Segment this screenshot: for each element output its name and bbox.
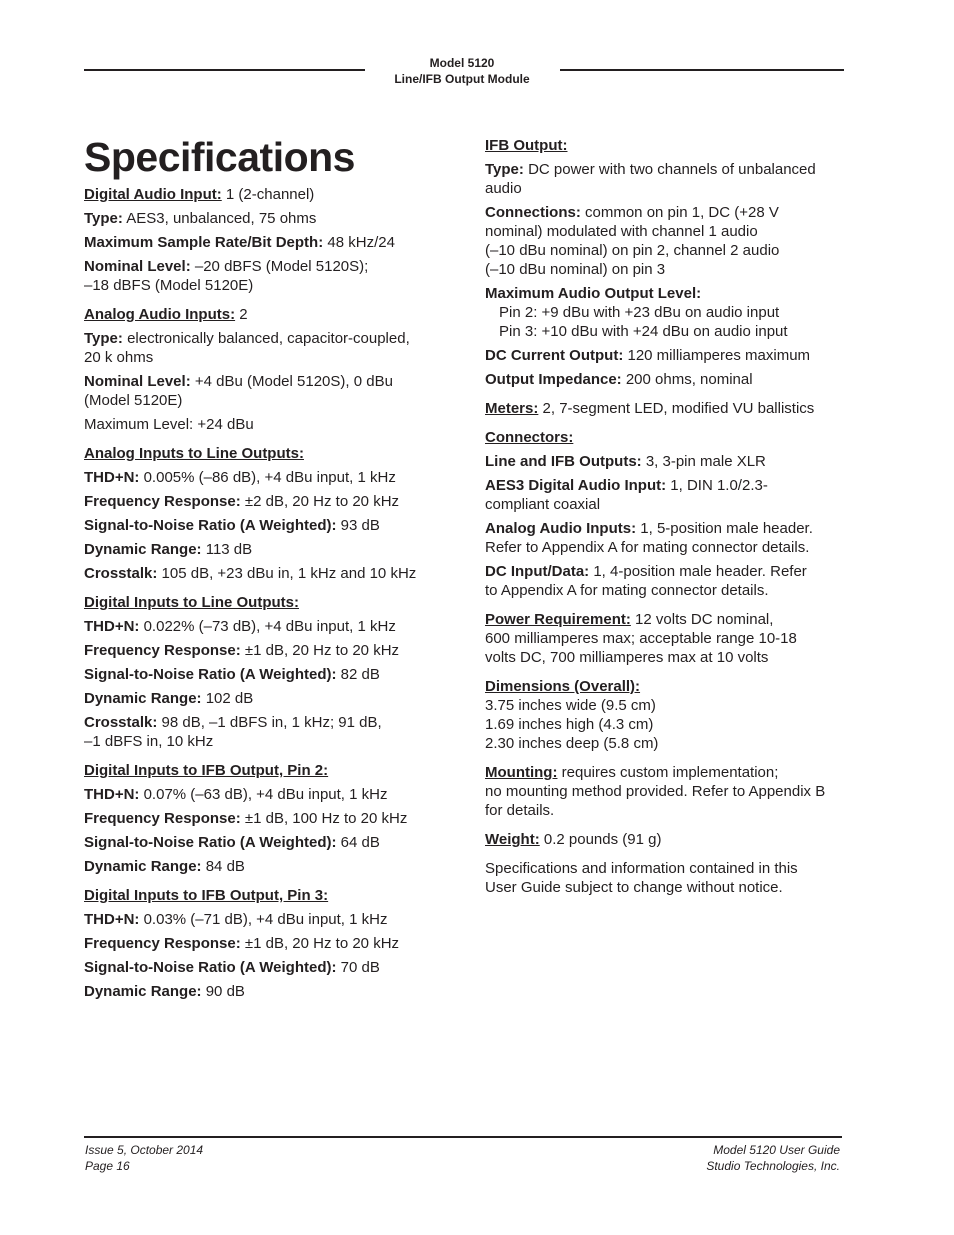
spec-value: (Model 5120E) — [84, 392, 183, 409]
spec-value: 0.03% (–71 dB), +4 dBu input, 1 kHz — [139, 911, 388, 928]
spec-value: Pin 3: +10 dBu with +24 dBu on audio input — [499, 323, 788, 340]
spec-label: Type: — [84, 330, 123, 347]
section-heading: IFB Output: — [485, 137, 568, 154]
spec-value: electronically balanced, capacitor-coupled, — [122, 330, 410, 347]
header-model: Model 5120 — [429, 56, 495, 70]
spec-value: to Appendix A for mating connector details. — [485, 582, 769, 599]
spec-value: 0.005% (–86 dB), +4 dBu input, 1 kHz — [139, 469, 396, 486]
spec-item — [84, 833, 454, 852]
spec-label: AES3 Digital Audio Input: — [485, 477, 667, 494]
running-header — [350, 55, 574, 87]
spec-label: DC Current Output: — [485, 347, 624, 364]
spec-value: 600 milliamperes max; acceptable range 10-18 — [485, 630, 797, 647]
spec-item — [84, 785, 454, 804]
footer-left — [85, 1143, 203, 1174]
spec-item — [84, 233, 454, 252]
spec-item — [84, 540, 454, 559]
spec-label: Dynamic Range: — [84, 690, 202, 707]
spec-item — [84, 516, 454, 535]
spec-value: 1, 4-position male header. Refer — [589, 563, 807, 580]
spec-value: –18 dBFS (Model 5120E) — [84, 277, 254, 294]
spec-value: 0.07% (–63 dB), +4 dBu input, 1 kHz — [139, 786, 388, 803]
section-digital-to-ifb-pin3 — [84, 886, 454, 905]
spec-value: common on pin 1, DC (+28 V — [580, 204, 779, 221]
spec-value: 1, DIN 1.0/2.3- — [666, 477, 768, 494]
spec-label: Signal-to-Noise Ratio (A Weighted): — [84, 959, 337, 976]
spec-value: 2.30 inches deep (5.8 cm) — [485, 735, 659, 752]
spec-value: for details. — [485, 802, 555, 819]
spec-label: Frequency Response: — [84, 935, 241, 952]
spec-value: nominal) modulated with channel 1 audio — [485, 223, 758, 240]
header-module: Line/IFB Output Module — [394, 72, 530, 86]
spec-value: 102 dB — [201, 690, 254, 707]
spec-label: Nominal Level: — [84, 258, 191, 275]
spec-value: DC power with two channels of unbalanced — [523, 161, 816, 178]
spec-item — [84, 713, 454, 751]
footer-company: Studio Technologies, Inc. — [706, 1158, 840, 1173]
spec-item — [84, 209, 454, 228]
spec-value: 3, 3-pin male XLR — [641, 453, 766, 470]
spec-value: 98 dB, –1 dBFS in, 1 kHz; 91 dB, — [157, 714, 382, 731]
spec-item — [485, 452, 855, 471]
spec-item — [84, 329, 454, 367]
spec-label: Dynamic Range: — [84, 858, 202, 875]
spec-value: requires custom implementation; — [557, 764, 779, 781]
spec-item — [485, 160, 855, 198]
spec-value: 84 dB — [201, 858, 245, 875]
spec-value: Refer to Appendix A for mating connector details. — [485, 539, 810, 556]
spec-item — [84, 257, 454, 295]
spec-item — [84, 665, 454, 684]
spec-analog-audio-inputs — [84, 305, 454, 324]
spec-label: Crosstalk: — [84, 714, 158, 731]
spec-value: 0.2 pounds (91 g) — [539, 831, 662, 848]
spec-value: 1 (2-channel) — [221, 186, 315, 203]
spec-meters — [485, 399, 855, 418]
spec-value: 1.69 inches high (4.3 cm) — [485, 716, 654, 733]
spec-label: Signal-to-Noise Ratio (A Weighted): — [84, 834, 337, 851]
spec-label: Frequency Response: — [84, 642, 241, 659]
section-ifb-output — [485, 136, 855, 155]
section-connectors — [485, 428, 855, 447]
spec-label: THD+N: — [84, 911, 140, 928]
section-analog-to-line — [84, 444, 454, 463]
note-line: User Guide subject to change without notice. — [485, 879, 783, 896]
spec-power-requirement — [485, 610, 855, 667]
spec-value: volts DC, 700 milliamperes max at 10 volts — [485, 649, 769, 666]
spec-item — [84, 689, 454, 708]
spec-value: (–10 dBu nominal) on pin 2, channel 2 audio — [485, 242, 780, 259]
spec-item — [84, 982, 454, 1001]
footer-guide-title: Model 5120 User Guide — [713, 1143, 840, 1157]
spec-label: Maximum Sample Rate/Bit Depth: — [84, 234, 324, 251]
spec-item — [84, 372, 454, 410]
section-heading: Digital Inputs to IFB Output, Pin 2: — [84, 762, 329, 779]
spec-label: Type: — [84, 210, 123, 227]
spec-dimensions — [485, 677, 855, 753]
spec-label: Output Impedance: — [485, 371, 622, 388]
spec-value: 48 kHz/24 — [323, 234, 395, 251]
spec-value: (–10 dBu nominal) on pin 3 — [485, 261, 666, 278]
spec-value: 82 dB — [336, 666, 380, 683]
spec-label: Maximum Audio Output Level: — [485, 285, 702, 302]
spec-item — [84, 934, 454, 953]
spec-item — [485, 562, 855, 600]
disclaimer-note — [485, 859, 855, 897]
spec-label: THD+N: — [84, 618, 140, 635]
spec-item — [485, 370, 855, 389]
spec-value: 12 volts DC nominal, — [630, 611, 774, 628]
spec-value: ±2 dB, 20 Hz to 20 kHz — [240, 493, 400, 510]
spec-item — [84, 910, 454, 929]
page-title: Specifications — [84, 134, 355, 180]
spec-label: DC Input/Data: — [485, 563, 590, 580]
spec-value: 200 ohms, nominal — [621, 371, 753, 388]
spec-label: Signal-to-Noise Ratio (A Weighted): — [84, 517, 337, 534]
left-column — [84, 185, 454, 1006]
spec-digital-audio-input — [84, 185, 454, 204]
spec-label: Frequency Response: — [84, 810, 241, 827]
spec-value: 3.75 inches wide (9.5 cm) — [485, 697, 656, 714]
section-heading: Meters: — [485, 400, 539, 417]
spec-value: +4 dBu (Model 5120S), 0 dBu — [190, 373, 393, 390]
spec-label: Signal-to-Noise Ratio (A Weighted): — [84, 666, 337, 683]
section-heading: Mounting: — [485, 764, 558, 781]
spec-value: no mounting method provided. Refer to Appendix B — [485, 783, 826, 800]
spec-item — [485, 346, 855, 365]
spec-label: THD+N: — [84, 469, 140, 486]
spec-item — [485, 284, 855, 341]
section-digital-to-line — [84, 593, 454, 612]
section-heading: Power Requirement: — [485, 611, 631, 628]
spec-value: compliant coaxial — [485, 496, 601, 513]
spec-value: –1 dBFS in, 10 kHz — [84, 733, 214, 750]
spec-label: Dynamic Range: — [84, 541, 202, 558]
spec-mounting — [485, 763, 855, 820]
spec-item — [84, 958, 454, 977]
spec-label: Crosstalk: — [84, 565, 158, 582]
spec-label: Dynamic Range: — [84, 983, 202, 1000]
footer-rule — [84, 1136, 842, 1138]
spec-label: Connections: — [485, 204, 581, 221]
spec-item: Maximum Level: +24 dBu — [84, 416, 254, 433]
section-digital-to-ifb-pin2 — [84, 761, 454, 780]
spec-value: ±1 dB, 100 Hz to 20 kHz — [240, 810, 408, 827]
spec-value: 64 dB — [336, 834, 380, 851]
section-heading: Digital Inputs to IFB Output, Pin 3: — [84, 887, 329, 904]
spec-item — [84, 641, 454, 660]
footer-page-number: Page 16 — [85, 1158, 130, 1173]
spec-value: audio — [485, 180, 522, 197]
spec-item — [485, 203, 855, 279]
section-heading: Dimensions (Overall): — [485, 678, 641, 695]
spec-label: Frequency Response: — [84, 493, 241, 510]
spec-value: 120 milliamperes maximum — [623, 347, 811, 364]
header-rule-right — [560, 69, 844, 71]
footer-issue: Issue 5, October 2014 — [85, 1143, 204, 1157]
section-heading: Analog Inputs to Line Outputs: — [84, 445, 304, 462]
spec-value: 2 — [235, 306, 248, 323]
spec-label: Type: — [485, 161, 524, 178]
spec-value: 70 dB — [336, 959, 380, 976]
spec-weight — [485, 830, 855, 849]
spec-value: AES3, unbalanced, 75 ohms — [122, 210, 317, 227]
spec-value: 2, 7-segment LED, modified VU ballistics — [538, 400, 815, 417]
spec-item — [84, 857, 454, 876]
spec-item — [84, 617, 454, 636]
spec-item — [84, 809, 454, 828]
spec-value: –20 dBFS (Model 5120S); — [190, 258, 369, 275]
section-heading: Digital Audio Input: — [84, 186, 222, 203]
spec-item — [84, 468, 454, 487]
spec-item — [84, 492, 454, 511]
spec-label: Analog Audio Inputs: — [485, 520, 637, 537]
footer-right — [706, 1143, 840, 1174]
spec-value: Pin 2: +9 dBu with +23 dBu on audio input — [499, 304, 780, 321]
section-heading: Digital Inputs to Line Outputs: — [84, 594, 299, 611]
spec-item — [485, 519, 855, 557]
spec-value: 90 dB — [201, 983, 245, 1000]
spec-value: 20 k ohms — [84, 349, 154, 366]
spec-item — [84, 564, 454, 583]
spec-value: 113 dB — [201, 541, 253, 558]
header-rule-left — [84, 69, 365, 71]
spec-value: ±1 dB, 20 Hz to 20 kHz — [240, 935, 400, 952]
section-heading: Weight: — [485, 831, 540, 848]
spec-label: Line and IFB Outputs: — [485, 453, 642, 470]
section-heading: Connectors: — [485, 429, 574, 446]
note-line: Specifications and information contained in this — [485, 860, 798, 877]
spec-item — [485, 476, 855, 514]
section-heading: Analog Audio Inputs: — [84, 306, 236, 323]
spec-value: 1, 5-position male header. — [636, 520, 813, 537]
spec-value: 105 dB, +23 dBu in, 1 kHz and 10 kHz — [157, 565, 417, 582]
spec-value: 0.022% (–73 dB), +4 dBu input, 1 kHz — [139, 618, 396, 635]
spec-label: THD+N: — [84, 786, 140, 803]
spec-value: ±1 dB, 20 Hz to 20 kHz — [240, 642, 400, 659]
spec-value: 93 dB — [336, 517, 380, 534]
spec-label: Nominal Level: — [84, 373, 191, 390]
right-column — [485, 136, 855, 902]
